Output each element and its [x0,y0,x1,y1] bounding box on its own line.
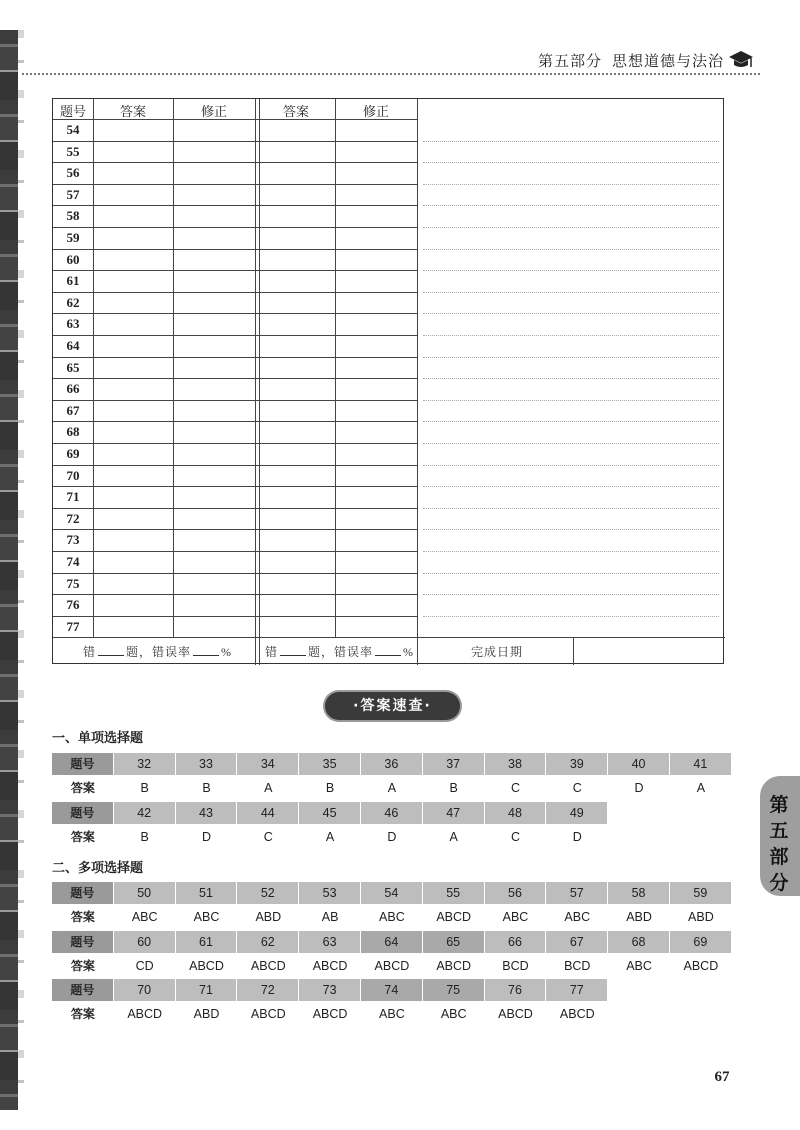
answer-value: ABC [131,910,158,924]
answer-value: BCD [502,958,529,973]
question-number-row [52,802,608,824]
answer-value: D [634,781,644,795]
answer-value: C [510,829,520,844]
grid-hline [53,465,417,466]
grid-hline [53,313,417,314]
grid-hline [53,486,417,487]
answer-value: ABC [379,910,405,924]
question-number: 63 [299,931,361,953]
answer-value: ABCD [374,958,410,973]
notes-dotted-line [423,205,719,206]
scan-edge-shadow [18,30,24,1110]
answer-value: CD [135,958,154,973]
grid-vline [259,99,260,665]
num-label: 题号 [52,979,114,1001]
row-number: 67 [66,402,80,418]
question-number: 34 [237,753,299,775]
answer-value: D [572,829,582,844]
row-number: 54 [66,122,80,137]
question-number: 52 [237,882,299,904]
notes-dotted-line [423,162,719,163]
answer-value: D [387,829,397,844]
side-tab-label: 第五部分 [769,794,789,894]
grid-vline [335,99,336,637]
grid-hline [53,119,417,120]
notes-dotted-line [423,378,719,379]
row-number: 68 [66,424,80,440]
answer-value: ABCD [683,958,719,973]
notes-dotted-line [423,227,719,228]
notes-dotted-line [423,486,719,487]
answer-row [52,906,732,928]
row-number: 70 [66,467,80,483]
row-number: 69 [66,446,80,461]
question-number: 71 [176,979,238,1001]
grid-hline [53,616,417,617]
footer-rate-label-1: 题，错误率 [126,645,192,659]
answer-value: ABC [193,910,220,924]
footer-wrong-label-1: 错 [83,645,97,659]
question-number: 59 [670,882,732,904]
answer-value: ABD [255,910,282,924]
notes-dotted-line [423,141,719,142]
answer-value: AB [321,910,339,924]
grid-hline [53,508,417,509]
row-number: 71 [66,489,80,505]
answer-value: ABCD [250,958,286,973]
row-number: 62 [66,294,80,310]
grid-hline [53,270,417,271]
blank-line[interactable] [98,646,124,656]
notes-dotted-line [423,443,719,444]
answer-value: ABC [379,1007,405,1021]
grid-hline [53,162,417,163]
footer-error-rate-2 [265,643,414,660]
blank-line[interactable] [375,646,401,656]
question-number: 50 [114,882,176,904]
question-number: 44 [237,802,299,824]
question-number: 46 [361,802,423,824]
grid-vline [417,99,418,665]
answer-sheet-table [52,98,724,664]
grid-hline [53,573,417,574]
grid-hline [53,249,417,250]
answer-value: C [510,781,520,795]
answer-value: ABCD [559,1007,595,1021]
section-side-tab [760,776,800,896]
question-number: 37 [423,753,485,775]
answer-value: ABD [193,1007,220,1021]
answer-value: A [325,829,335,844]
question-number: 62 [237,931,299,953]
answer-label: 答案 [70,958,95,973]
question-number: 66 [485,931,547,953]
row-number: 72 [66,510,80,526]
answer-value: A [387,781,397,795]
notes-dotted-line [423,249,719,250]
answer-row [52,1003,608,1025]
question-number: 61 [176,931,238,953]
row-number: 55 [66,143,80,159]
header-title [528,50,724,71]
notes-dotted-line [423,573,719,574]
row-number: 61 [66,273,80,289]
question-number: 67 [546,931,608,953]
question-number: 49 [546,802,608,824]
grid-hline [53,378,417,379]
graduation-cap-icon [728,48,754,70]
notes-dotted-line [423,529,719,530]
grid-hline [53,227,417,228]
question-number: 70 [114,979,176,1001]
footer-wrong-label-2: 错 [265,645,279,659]
col-header-answer-1: 答案 [119,104,146,119]
question-number: 40 [608,753,670,775]
footer-error-rate-1 [83,643,232,660]
multi-choice-title: 二、多项选择题 [52,861,144,876]
answer-value: D [201,829,211,844]
question-number: 35 [299,753,361,775]
answer-value: ABC [626,958,652,973]
grid-hline [53,292,417,293]
question-number: 54 [361,882,423,904]
row-number: 75 [66,575,80,591]
grid-hline [53,443,417,444]
question-number: 56 [485,882,547,904]
row-number: 74 [66,554,80,569]
notes-dotted-line [423,421,719,422]
notes-dotted-line [423,616,719,617]
question-number: 53 [299,882,361,904]
answer-value: B [140,781,149,795]
grid-vline [573,637,574,665]
question-number: 69 [670,931,732,953]
question-number-row [52,753,732,775]
col-header-num: 题号 [59,104,86,119]
row-number: 60 [66,251,80,267]
question-number-row [52,882,732,904]
col-header-answer-2: 答案 [282,104,309,119]
row-number: 77 [66,618,80,634]
question-number: 47 [423,802,485,824]
notes-dotted-line [423,335,719,336]
answer-row [52,777,732,799]
row-number: 59 [66,230,80,245]
footer-date-label: 完成日期 [471,645,524,659]
grid-hline [53,421,417,422]
answer-value: B [140,829,149,844]
notes-dotted-line [423,551,719,552]
row-number: 56 [66,165,80,181]
answer-quick-banner [325,692,460,720]
num-label: 题号 [52,882,114,904]
row-number: 64 [66,338,80,353]
question-number: 68 [608,931,670,953]
answer-value: ABCD [498,1007,533,1021]
num-label: 题号 [52,931,114,953]
answer-value: ABC [440,1007,467,1021]
answer-row [52,826,608,848]
header-subject: 思想道德与法治 [611,52,724,70]
answer-row [52,955,732,977]
answer-label: 答案 [70,1007,95,1021]
answer-value: B [449,781,458,795]
grid-hline [53,594,417,595]
grid-hline [53,400,417,401]
question-number: 74 [361,979,423,1001]
num-label: 题号 [52,753,114,775]
question-number: 36 [361,753,423,775]
question-number: 48 [485,802,547,824]
answer-value: ABCD [250,1007,286,1021]
footer-percent-2: % [403,645,415,659]
question-number: 41 [670,753,732,775]
notes-dotted-line [423,313,719,314]
footer-rate-label-2: 题，错误率 [308,645,374,659]
notes-dotted-line [423,357,719,358]
page-header [22,48,760,76]
grid-vline [93,99,94,637]
answer-value: ABD [688,910,714,924]
notes-dotted-line [423,184,719,185]
answer-value: B [202,781,211,795]
blank-line[interactable] [280,646,306,656]
header-part: 第五部分 [537,52,602,70]
question-number: 76 [485,979,547,1001]
notes-dotted-line [423,270,719,271]
question-number: 32 [114,753,176,775]
single-choice-title: 一、单项选择题 [52,731,144,746]
footer-hline [53,637,725,638]
answer-value: BCD [564,958,591,973]
grid-hline [53,357,417,358]
grid-vline [173,99,174,637]
grid-hline [53,205,417,206]
question-number: 72 [237,979,299,1001]
question-number: 64 [361,931,423,953]
page-number: 67 [702,1066,742,1088]
answer-value: ABD [626,910,652,924]
question-number-row [52,931,732,953]
answer-value: ABC [564,910,591,924]
answer-value: ABCD [436,958,472,973]
scan-edge [0,30,18,1110]
col-header-fix-2: 修正 [362,104,389,119]
answer-value: C [572,781,582,795]
grid-hline [53,141,417,142]
header-dotted-rule [22,73,760,75]
question-number: 39 [546,753,608,775]
answer-value: ABCD [312,958,348,973]
answer-value: A [264,781,273,795]
question-number: 45 [299,802,361,824]
banner-text: ·答案速查· [353,698,432,714]
num-label: 题号 [52,802,114,824]
row-number: 66 [66,381,80,397]
answer-value: B [325,781,335,795]
answer-value: ABCD [189,958,224,973]
blank-line[interactable] [193,646,219,656]
question-number: 73 [299,979,361,1001]
question-number: 65 [423,931,485,953]
question-number: 77 [546,979,608,1001]
row-number: 65 [66,359,80,375]
row-number: 63 [66,316,80,332]
question-number: 57 [546,882,608,904]
question-number: 42 [114,802,176,824]
row-number: 58 [66,208,80,224]
grid-vline [255,99,256,665]
notes-dotted-line [423,594,719,595]
notes-dotted-line [423,508,719,509]
row-number: 76 [66,597,80,613]
question-number: 33 [176,753,238,775]
answer-label: 答案 [70,910,95,924]
grid-hline [53,551,417,552]
grid-hline [53,529,417,530]
question-number: 55 [423,882,485,904]
question-number-row [52,979,608,1001]
answer-value: A [449,829,458,844]
grid-hline [53,184,417,185]
footer-percent-1: % [221,645,233,659]
answer-value: C [263,829,273,844]
col-header-fix-1: 修正 [200,104,227,119]
question-number: 51 [176,882,238,904]
answer-value: ABCD [436,910,472,924]
answer-value: ABCD [312,1007,348,1021]
question-number: 38 [485,753,547,775]
question-number: 60 [114,931,176,953]
notes-dotted-line [423,400,719,401]
question-number: 75 [423,979,485,1001]
row-number: 57 [66,186,80,202]
notes-dotted-line [423,465,719,466]
answer-value: ABCD [127,1007,163,1021]
answer-label: 答案 [70,781,95,795]
grid-hline [53,335,417,336]
question-number: 58 [608,882,670,904]
answer-value: ABC [502,910,529,924]
answer-label: 答案 [70,829,95,844]
row-number: 73 [66,532,80,548]
notes-dotted-line [423,292,719,293]
answer-value: A [696,781,706,795]
question-number: 43 [176,802,238,824]
